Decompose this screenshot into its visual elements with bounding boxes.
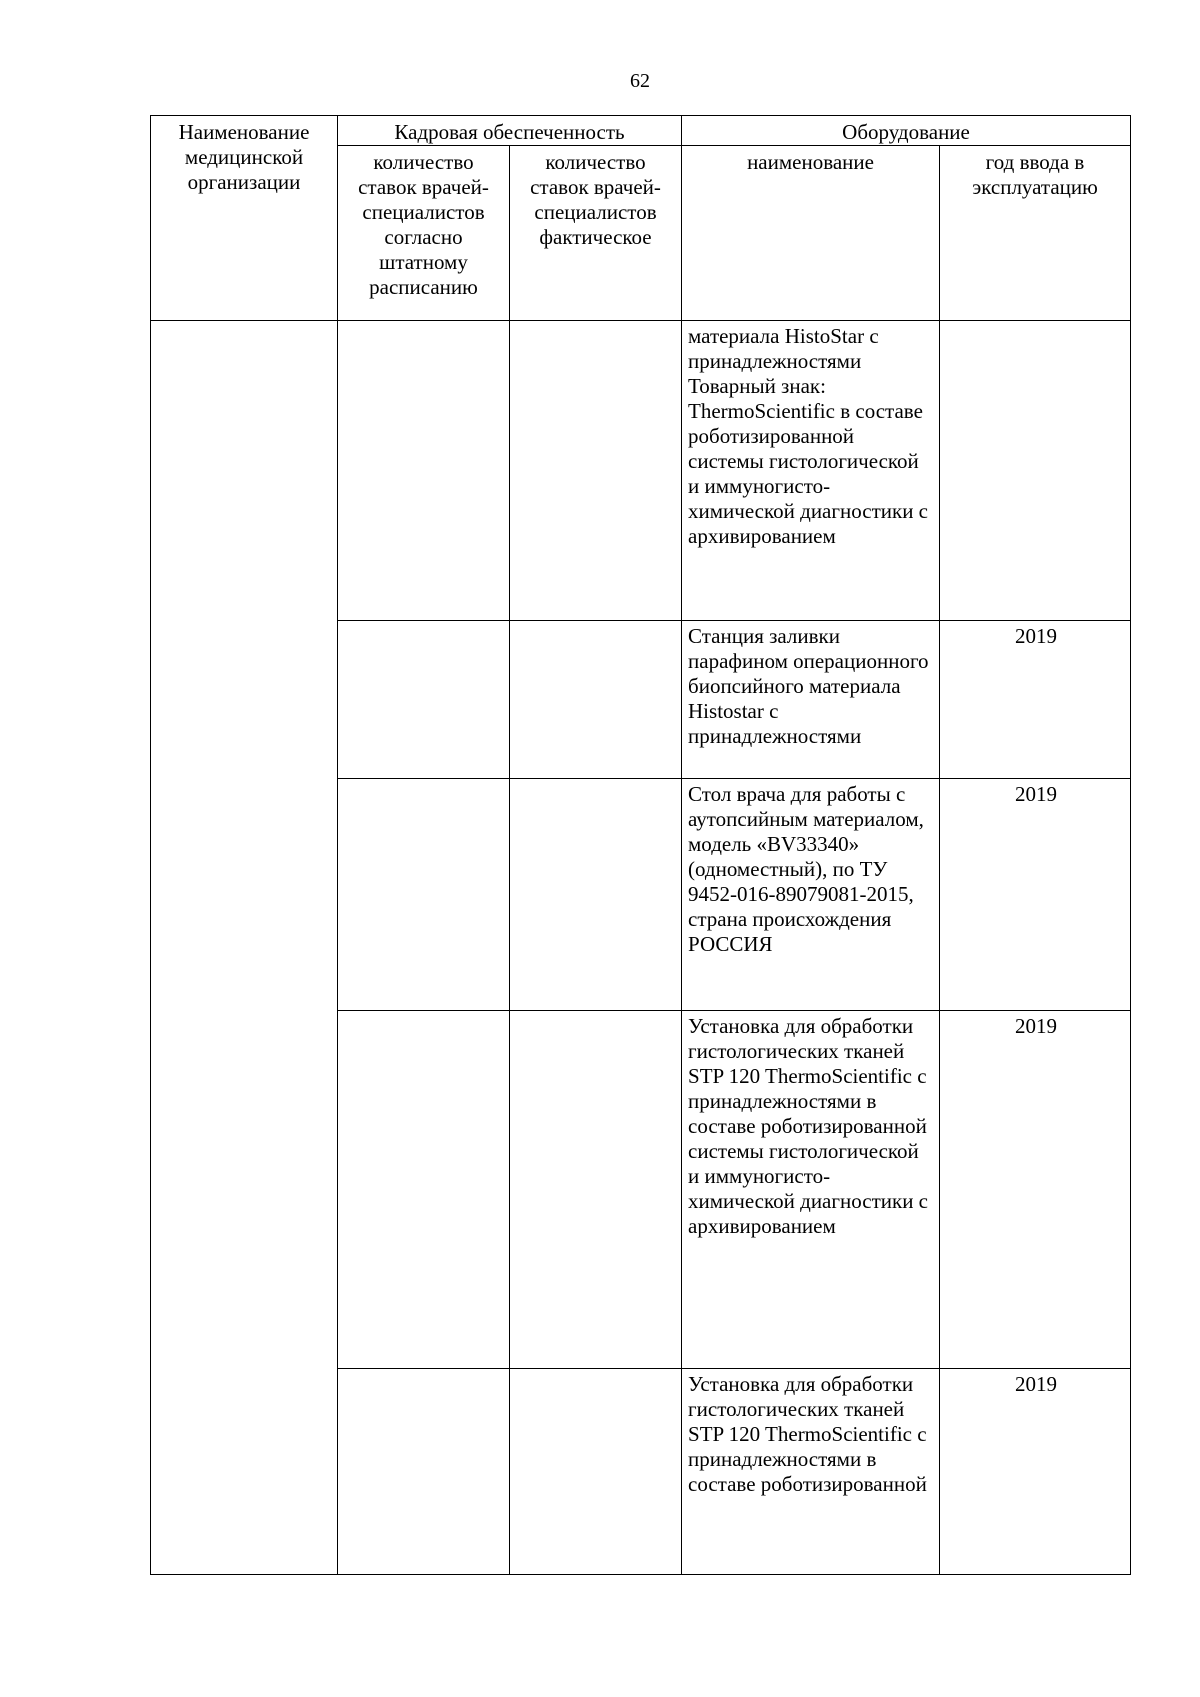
equipment-year-cell: 2019 [940,779,1131,1011]
staff-planned-cell [338,779,510,1011]
header-staffing: Кадровая обеспеченность [338,116,682,146]
staff-actual-cell [510,321,682,621]
table-row [151,321,1131,621]
header-equip-name: наименование [682,146,940,321]
equipment-year-cell: 2019 [940,1011,1131,1369]
staff-actual-cell [510,621,682,779]
header-equipment: Оборудование [682,116,1131,146]
page-number: 62 [630,70,650,92]
org-cell [151,321,338,1575]
equipment-table [150,115,1131,1575]
header-org: Наименование медицинской организации [151,116,338,321]
equipment-year-cell: 2019 [940,1369,1131,1575]
staff-actual-cell [510,1369,682,1575]
header-equip-year: год ввода в эксплуатацию [940,146,1131,321]
equipment-year-cell [940,321,1131,621]
equipment-name-cell: Станция заливки парафином операционного биопсийного материала Histostar с принадлежностями [682,621,940,779]
header-staff-actual: количество ставок врачей-специалистов фактическое [510,146,682,321]
staff-planned-cell [338,621,510,779]
staff-planned-cell [338,321,510,621]
header-staff-planned: количество ставок врачей-специалистов согласно штатному расписанию [338,146,510,321]
equipment-year-cell: 2019 [940,621,1131,779]
equipment-name-cell: материала HistoStar с принадлежностями Товарный знак: ThermoScientific в составе роботизированной системы гистологической и иммуногисто-химической диагностики с архивированием [682,321,940,621]
equipment-name-cell: Установка для обработки гистологических тканей STP 120 ThermoScientific с принадлежностями в составе роботизированной системы гистологической и иммуногисто-химической диагностики с архивированием [682,1011,940,1369]
staff-actual-cell [510,1011,682,1369]
equipment-name-cell: Стол врача для работы с аутопсийным материалом, модель «BV33340» (одноместный), по ТУ 9452-016-89079081-2015, страна происхождения РОССИЯ [682,779,940,1011]
staff-actual-cell [510,779,682,1011]
header-row-1 [151,116,1131,146]
staff-planned-cell [338,1011,510,1369]
equipment-name-cell: Установка для обработки гистологических тканей STP 120 ThermoScientific с принадлежностями в составе роботизированной [682,1369,940,1575]
staff-planned-cell [338,1369,510,1575]
